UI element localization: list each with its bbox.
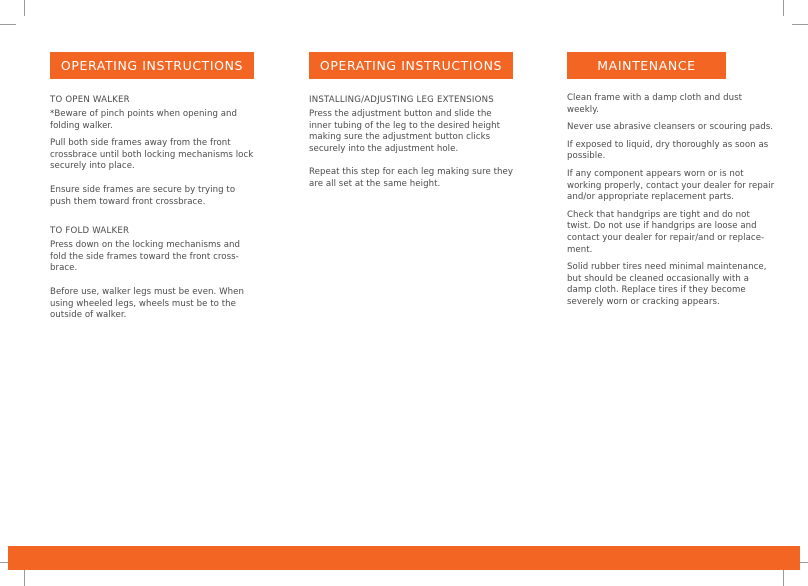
crop-mark-top-left bbox=[24, 0, 25, 16]
crop-mark-top-right bbox=[783, 0, 784, 16]
maintenance-item-clean: Clean frame with a damp cloth and dust weekly. bbox=[567, 93, 743, 115]
section-title-leg-extensions: INSTALLING/ADJUSTING LEG EXTENSIONS bbox=[309, 95, 494, 105]
crop-mark-top-left-h bbox=[0, 24, 16, 25]
column-operating-open-fold bbox=[50, 52, 254, 328]
column-2-header: OPERATING INSTRUCTIONS bbox=[309, 52, 513, 79]
leg-even-note: Before use, walker legs must be even. When using wheeled legs, wheels must be to the outside of walker. bbox=[50, 286, 244, 321]
column-maintenance bbox=[567, 52, 775, 315]
fold-step: Press down on the locking mechanisms and fold the side frames toward the front cross-brace. bbox=[50, 240, 241, 274]
maintenance-item-abrasive: Never use abrasive cleansers or scouring pads. bbox=[567, 122, 774, 133]
footer-bar bbox=[8, 546, 800, 570]
repeat-step: Repeat this step for each leg making sure they are all set at the same height. bbox=[309, 167, 513, 189]
maintenance-item-handgrips: Check that handgrips are tight and do not twist. Do not use if handgrips are loose and contact your dealer for repair/and or replace-ment. bbox=[567, 209, 765, 255]
pinch-warning: *Beware of pinch points when opening and folding walker. bbox=[50, 109, 238, 131]
column-1-header: OPERATING INSTRUCTIONS bbox=[50, 52, 254, 79]
section-title-fold-walker: TO FOLD WALKER bbox=[50, 226, 130, 237]
column-3-header: MAINTENANCE bbox=[567, 52, 726, 79]
open-step: Pull both side frames away from the front crossbrace until both locking mechanisms lock securely into place. bbox=[50, 138, 254, 172]
maintenance-item-component: If any component appears worn or is not working properly, contact your dealer for repair and/or appropriate replacement parts. bbox=[567, 168, 775, 203]
maintenance-item-liquid: If exposed to liquid, dry thoroughly as soon as possible. bbox=[567, 139, 769, 162]
crop-mark-top-right-h bbox=[792, 24, 808, 25]
crop-mark-bottom-right bbox=[783, 570, 784, 586]
section-title-open-walker: TO OPEN WALKER bbox=[50, 95, 130, 105]
column-operating-leg-extensions bbox=[309, 52, 513, 197]
adjust-step: Press the adjustment button and slide the inner tubing of the leg to the desired height making sure the adjustment button clicks securely into the adjustment hole. bbox=[309, 109, 501, 154]
maintenance-item-tires: Solid rubber tires need minimal maintenance, but should be cleaned occasionally with a damp cloth. Replace tires if they become severely worn or cracking appears. bbox=[567, 262, 767, 307]
crop-mark-bottom-left bbox=[24, 570, 25, 586]
secure-check: Ensure side frames are secure by trying to push them toward front crossbrace. bbox=[50, 184, 236, 207]
